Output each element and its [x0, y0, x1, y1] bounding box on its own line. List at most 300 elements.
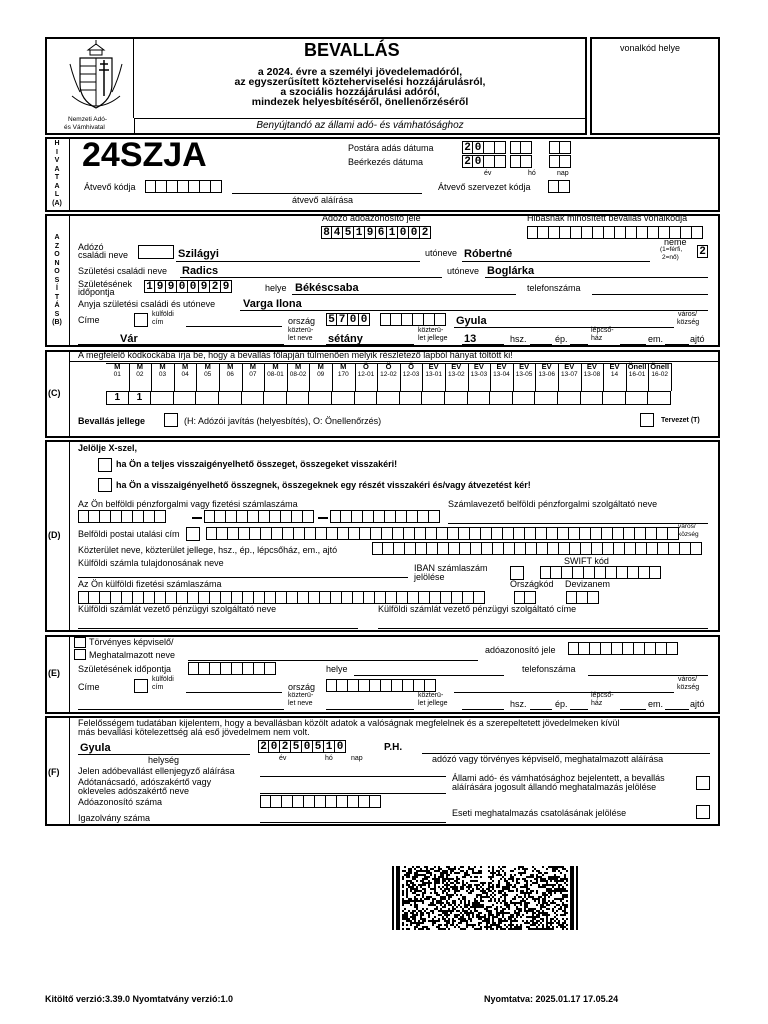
barcode-module [488, 914, 490, 916]
birth-date-digit[interactable]: 0 [177, 280, 188, 293]
postal-date-boxes[interactable]: 2 0 [462, 141, 506, 154]
barcode-module [570, 926, 572, 928]
barcode-module [478, 906, 480, 908]
barcode-module [396, 910, 398, 912]
barcode-module [516, 926, 518, 928]
e-birth-date-boxes[interactable] [188, 662, 276, 675]
barcode-module [558, 888, 560, 890]
postal-day-boxes[interactable] [549, 141, 571, 154]
sign-date-digit[interactable]: 5 [313, 740, 324, 753]
barcode-module [510, 926, 512, 928]
barcode-module [504, 874, 506, 876]
side-letter: L [54, 191, 60, 198]
foreign-account-label: Az Ön külföldi fizetési számlaszáma [78, 579, 222, 589]
barcode-module [526, 886, 528, 888]
sheet-count-box[interactable] [445, 391, 468, 405]
birth-date-digit[interactable]: 2 [210, 280, 221, 293]
barcode-module [478, 902, 480, 904]
barcode-module [570, 910, 572, 912]
family-name-value[interactable]: Szilágyi [178, 248, 219, 260]
barcode-module [402, 890, 404, 892]
barcode-module [502, 894, 504, 896]
e-zip-boxes[interactable] [326, 679, 436, 692]
month-caption: hó [528, 170, 536, 177]
barcode-module [396, 868, 398, 870]
postal-month-boxes[interactable] [510, 141, 532, 154]
sheet-code-number: 02 [136, 371, 144, 378]
birth-place-value[interactable]: Békéscsaba [295, 282, 359, 294]
barcode-module [414, 922, 416, 924]
iban-checkbox[interactable] [510, 566, 524, 580]
barcode-module [414, 892, 416, 894]
barcode-module [490, 910, 492, 912]
barcode-module [474, 884, 476, 886]
barcode-module [422, 908, 424, 910]
sheet-count-box[interactable] [603, 391, 626, 405]
sign-date-digit[interactable]: 0 [302, 740, 313, 753]
foreign-account-boxes[interactable] [78, 591, 485, 604]
barcode-module [396, 900, 398, 902]
sex-box[interactable]: 2 [697, 245, 708, 258]
barcode-module [480, 918, 482, 920]
barcode-module [550, 878, 552, 880]
sheet-code-number: 07 [249, 371, 257, 378]
barcode-module [458, 882, 460, 884]
barcode-module [422, 920, 424, 922]
sheet-count-box[interactable] [309, 391, 332, 405]
e-public-space-type-label-1: közterü- [418, 692, 444, 699]
birth-date-digit[interactable]: 1 [144, 280, 155, 293]
barcode-module [466, 920, 468, 922]
currency-boxes[interactable] [566, 591, 599, 604]
barcode-module [512, 924, 514, 926]
barcode-module [526, 904, 528, 906]
barcode-module [466, 906, 468, 908]
side-letter: Z [54, 242, 60, 250]
barcode-module [556, 890, 558, 892]
family-name-prefix-box[interactable] [138, 245, 174, 259]
barcode-module [420, 922, 422, 924]
account-group-1[interactable] [78, 510, 166, 523]
sign-date-digit[interactable]: 2 [280, 740, 291, 753]
barcode-module [416, 876, 418, 878]
barcode-module [504, 928, 506, 930]
barcode-module [452, 908, 454, 910]
barcode-module [398, 920, 400, 922]
barcode-module [414, 896, 416, 898]
sheet-count-box[interactable] [581, 391, 604, 405]
zip-digit[interactable]: 7 [337, 313, 348, 326]
barcode-module [552, 884, 554, 886]
sheet-count-box[interactable] [513, 391, 536, 405]
sheet-count-box[interactable] [332, 391, 355, 405]
barcode-module [490, 898, 492, 900]
barcode-module [496, 926, 498, 928]
barcode-module [530, 910, 532, 912]
sign-date-digit[interactable]: 0 [335, 740, 346, 753]
received-month-boxes[interactable] [510, 155, 532, 168]
barcode-module [508, 878, 510, 880]
birth-date-boxes[interactable] [144, 280, 232, 293]
barcode-module [468, 892, 470, 894]
barcode-module [572, 866, 574, 868]
hsz-label: hsz. [510, 334, 527, 344]
barcode-module [436, 878, 438, 880]
sheet-count-box[interactable]: 1 [106, 391, 129, 405]
e-ep-label: ép. [555, 699, 568, 709]
barcode-module [396, 898, 398, 900]
barcode-module [564, 910, 566, 912]
barcode-module [442, 892, 444, 894]
barcode-module [448, 908, 450, 910]
barcode-module [572, 876, 574, 878]
barcode-module [556, 898, 558, 900]
birth-date-digit[interactable]: 0 [188, 280, 199, 293]
barcode-module [478, 884, 480, 886]
barcode-module [430, 902, 432, 904]
barcode-module [510, 878, 512, 880]
birth-given-value[interactable]: Boglárka [487, 265, 535, 277]
birth-date-digit[interactable]: 9 [155, 280, 166, 293]
barcode-module [496, 906, 498, 908]
sign-date-boxes[interactable] [258, 740, 346, 753]
barcode-module [546, 914, 548, 916]
barcode-module [498, 892, 500, 894]
authorized-checkbox[interactable] [74, 649, 86, 660]
house-number-value[interactable]: 13 [464, 333, 477, 345]
sign-date-digit[interactable]: 2 [258, 740, 269, 753]
barcode-module [504, 912, 506, 914]
barcode-module [396, 904, 398, 906]
barcode-module [480, 894, 482, 896]
barcode-module [498, 884, 500, 886]
barcode-module [562, 868, 564, 870]
barcode-module [428, 904, 430, 906]
barcode-module [516, 912, 518, 914]
sheet-count-box[interactable] [219, 391, 242, 405]
barcode-module [406, 916, 408, 918]
legal-rep-checkbox[interactable] [74, 637, 86, 648]
barcode-module [524, 892, 526, 894]
birth-date-digit[interactable]: 9 [166, 280, 177, 293]
tax-id-digit[interactable]: 2 [420, 226, 431, 239]
barcode-module [482, 900, 484, 902]
given-name-value[interactable]: Róbertné [464, 248, 513, 260]
barcode-module [448, 920, 450, 922]
sheet-count-box[interactable] [648, 391, 671, 405]
barcode-module [544, 906, 546, 908]
birth-date-digit[interactable]: 9 [199, 280, 210, 293]
barcode-module [472, 890, 474, 892]
sheet-count-box[interactable] [626, 391, 649, 405]
country-code-boxes[interactable] [514, 591, 536, 604]
barcode-module [450, 886, 452, 888]
barcode-module [432, 868, 434, 870]
barcode-module [488, 900, 490, 902]
barcode-module [486, 924, 488, 926]
barcode-module [532, 922, 534, 924]
barcode-module [524, 894, 526, 896]
sheet-count-box[interactable] [558, 391, 581, 405]
barcode-module [576, 920, 578, 922]
barcode-module [442, 890, 444, 892]
barcode-module [570, 886, 572, 888]
barcode-module [500, 926, 502, 928]
barcode-module [468, 912, 470, 914]
tax-id-digit[interactable]: 0 [409, 226, 420, 239]
zip-digit[interactable]: 0 [359, 313, 370, 326]
sheet-code-header [264, 363, 287, 379]
sheet-count-box[interactable]: 1 [129, 391, 152, 405]
public-space-type-value[interactable]: sétány [328, 333, 363, 345]
sheet-count-box[interactable] [490, 391, 513, 405]
barcode-module [438, 870, 440, 872]
barcode-module [392, 866, 394, 868]
barcode-module [428, 896, 430, 898]
barcode-module [528, 926, 530, 928]
sheet-count-box[interactable] [174, 391, 197, 405]
sheet-count-box[interactable] [264, 391, 287, 405]
barcode-module [498, 898, 500, 900]
barcode-module [562, 928, 564, 930]
barcode-module [398, 870, 400, 872]
tax-id-digit[interactable]: 1 [354, 226, 365, 239]
birth-place-line [292, 294, 516, 295]
barcode-module [456, 916, 458, 918]
barcode-module [492, 916, 494, 918]
barcode-module [438, 924, 440, 926]
sign-date-digit[interactable]: 1 [324, 740, 335, 753]
barcode-module [434, 882, 436, 884]
barcode-module [398, 882, 400, 884]
tax-id-digit[interactable]: 8 [321, 226, 332, 239]
barcode-module [508, 882, 510, 884]
barcode-module [416, 870, 418, 872]
barcode-module [436, 920, 438, 922]
birth-family-value[interactable]: Radics [182, 265, 219, 277]
sheet-count-box[interactable] [151, 391, 174, 405]
public-space-name-value[interactable]: Vár [120, 333, 138, 345]
barcode-module [436, 882, 438, 884]
barcode-module [560, 900, 562, 902]
postal-zip-boxes[interactable] [206, 527, 679, 540]
e-tax-id-boxes[interactable] [568, 642, 678, 655]
barcode-module [538, 896, 540, 898]
barcode-module [402, 922, 404, 924]
tax-id-digit[interactable]: 4 [332, 226, 343, 239]
barcode-module [432, 924, 434, 926]
sheet-count-box[interactable] [535, 391, 558, 405]
barcode-module [440, 896, 442, 898]
barcode-module [492, 924, 494, 926]
received-day-boxes[interactable] [549, 155, 571, 168]
barcode-module [550, 892, 552, 894]
tax-id-digit[interactable]: 9 [365, 226, 376, 239]
account-group-2[interactable] [204, 510, 314, 523]
barcode-module [502, 900, 504, 902]
d-city-label-2: község [678, 531, 699, 538]
barcode-module [524, 872, 526, 874]
barcode-module [510, 900, 512, 902]
barcode-module [450, 924, 452, 926]
barcode-module [502, 914, 504, 916]
barcode-module [476, 902, 478, 904]
barcode-module [396, 888, 398, 890]
birth-date-digit[interactable]: 9 [221, 280, 232, 293]
barcode-module [452, 924, 454, 926]
form-code: 24SZJA [82, 136, 207, 174]
barcode-module [554, 892, 556, 894]
city-value[interactable]: Gyula [456, 315, 487, 327]
barcode-module [550, 918, 552, 920]
e-foreign-checkbox[interactable] [134, 679, 148, 693]
barcode-module [410, 870, 412, 872]
barcode-module [564, 868, 566, 870]
tax-id-digit[interactable]: 5 [343, 226, 354, 239]
city-label-2: község [677, 319, 700, 326]
foreign-address-checkbox[interactable] [134, 313, 148, 327]
sheet-count-box[interactable] [287, 391, 310, 405]
barcode-module [438, 910, 440, 912]
barcode-module [512, 890, 514, 892]
barcode-module [446, 882, 448, 884]
barcode-module [454, 908, 456, 910]
barcode-module [560, 914, 562, 916]
barcode-module [492, 928, 494, 930]
refund-partial-checkbox[interactable] [98, 478, 112, 492]
barcode-module [392, 906, 394, 908]
barcode-module [540, 886, 542, 888]
barcode-module [442, 870, 444, 872]
barcode-module [458, 922, 460, 924]
zip-digit[interactable]: 0 [348, 313, 359, 326]
barcode-module [460, 916, 462, 918]
barcode-module [402, 916, 404, 918]
sheet-count-box[interactable] [468, 391, 491, 405]
barcode-module [564, 890, 566, 892]
postal-foreign-box[interactable] [186, 527, 200, 541]
barcode-module [564, 882, 566, 884]
barcode-module [520, 910, 522, 912]
barcode-module [462, 888, 464, 890]
barcode-module [416, 880, 418, 882]
zip-digit[interactable]: 5 [326, 313, 337, 326]
side-letter: S [54, 276, 60, 284]
section-c-instruction: A megfelelő kódkockába írja be, hogy a bevallás főlapján túlmenően melyik részletező lapból hányat töltött ki! [78, 350, 513, 360]
receiver-code-label: Átvevő kódja [84, 182, 136, 192]
receiver-org-boxes[interactable] [548, 180, 570, 193]
barcode-module [406, 918, 408, 920]
sheet-count-box[interactable] [196, 391, 219, 405]
section-d-side-divider [69, 441, 70, 631]
barcode-module [398, 908, 400, 910]
barcode-module [486, 926, 488, 928]
barcode-module [418, 920, 420, 922]
countersign-label: Jelen adóbevallást ellenjegyző aláírása [78, 766, 235, 776]
zip-extra-boxes[interactable] [380, 313, 446, 326]
barcode-module [486, 894, 488, 896]
barcode-module [448, 914, 450, 916]
receiver-code-boxes[interactable] [145, 180, 222, 193]
barcode-module [456, 872, 458, 874]
swift-boxes[interactable] [540, 566, 661, 579]
advisor-tax-id-boxes[interactable] [260, 795, 381, 808]
barcode-module [408, 910, 410, 912]
barcode-module [490, 890, 492, 892]
sign-place-value[interactable]: Gyula [80, 742, 111, 754]
sign-date-digit[interactable]: 5 [291, 740, 302, 753]
mother-value[interactable]: Varga Ilona [243, 298, 302, 310]
barcode-module [480, 922, 482, 924]
sheet-count-box[interactable] [355, 391, 378, 405]
nature-box[interactable] [164, 413, 178, 427]
barcode-module [452, 888, 454, 890]
barcode-module [536, 910, 538, 912]
sign-date-digit[interactable]: 0 [269, 740, 280, 753]
sheet-count-box[interactable] [400, 391, 423, 405]
stair-line [570, 344, 588, 345]
tax-id-digit[interactable]: 0 [398, 226, 409, 239]
tax-id-digit[interactable]: 1 [387, 226, 398, 239]
barcode-module [508, 888, 510, 890]
barcode-module [538, 884, 540, 886]
sheet-count-box[interactable] [242, 391, 265, 405]
barcode-module [538, 870, 540, 872]
e-foreign-label-1: külföldi [152, 676, 174, 683]
barcode-module [572, 884, 574, 886]
barcode-module [480, 896, 482, 898]
barcode-module [406, 874, 408, 876]
barcode-module [496, 924, 498, 926]
barcode-module [438, 926, 440, 928]
barcode-module [540, 878, 542, 880]
barcode-module [482, 896, 484, 898]
barcode-module [554, 874, 556, 876]
sheet-code-letter: M [136, 362, 144, 371]
barcode-module [426, 912, 428, 914]
barcode-module [536, 922, 538, 924]
barcode-module [504, 880, 506, 882]
occasional-auth-checkbox[interactable] [696, 805, 710, 819]
tax-id-boxes[interactable] [321, 226, 431, 239]
draft-box[interactable] [640, 413, 654, 427]
street-boxes[interactable] [372, 542, 702, 555]
barcode-module [422, 892, 424, 894]
barcode-module [512, 902, 514, 904]
barcode-module [448, 922, 450, 924]
permanent-auth-checkbox[interactable] [696, 776, 710, 790]
account-group-3[interactable] [330, 510, 440, 523]
received-date-boxes[interactable]: 2 0 [462, 155, 506, 168]
side-letter: V [54, 157, 60, 164]
refund-full-checkbox[interactable] [98, 458, 112, 472]
tax-id-digit[interactable]: 6 [376, 226, 387, 239]
barcode-module [494, 900, 496, 902]
barcode-module [446, 878, 448, 880]
barcode-module [488, 916, 490, 918]
barcode-module [542, 912, 544, 914]
sheet-code-letter: Ö [408, 362, 415, 371]
barcode-module [536, 878, 538, 880]
barcode-module [470, 912, 472, 914]
sheet-count-box[interactable] [377, 391, 400, 405]
barcode-module [546, 888, 548, 890]
barcode-module [532, 914, 534, 916]
sheet-count-box[interactable] [422, 391, 445, 405]
zip-boxes[interactable] [326, 313, 370, 326]
barcode-module [520, 872, 522, 874]
barcode-module [524, 906, 526, 908]
